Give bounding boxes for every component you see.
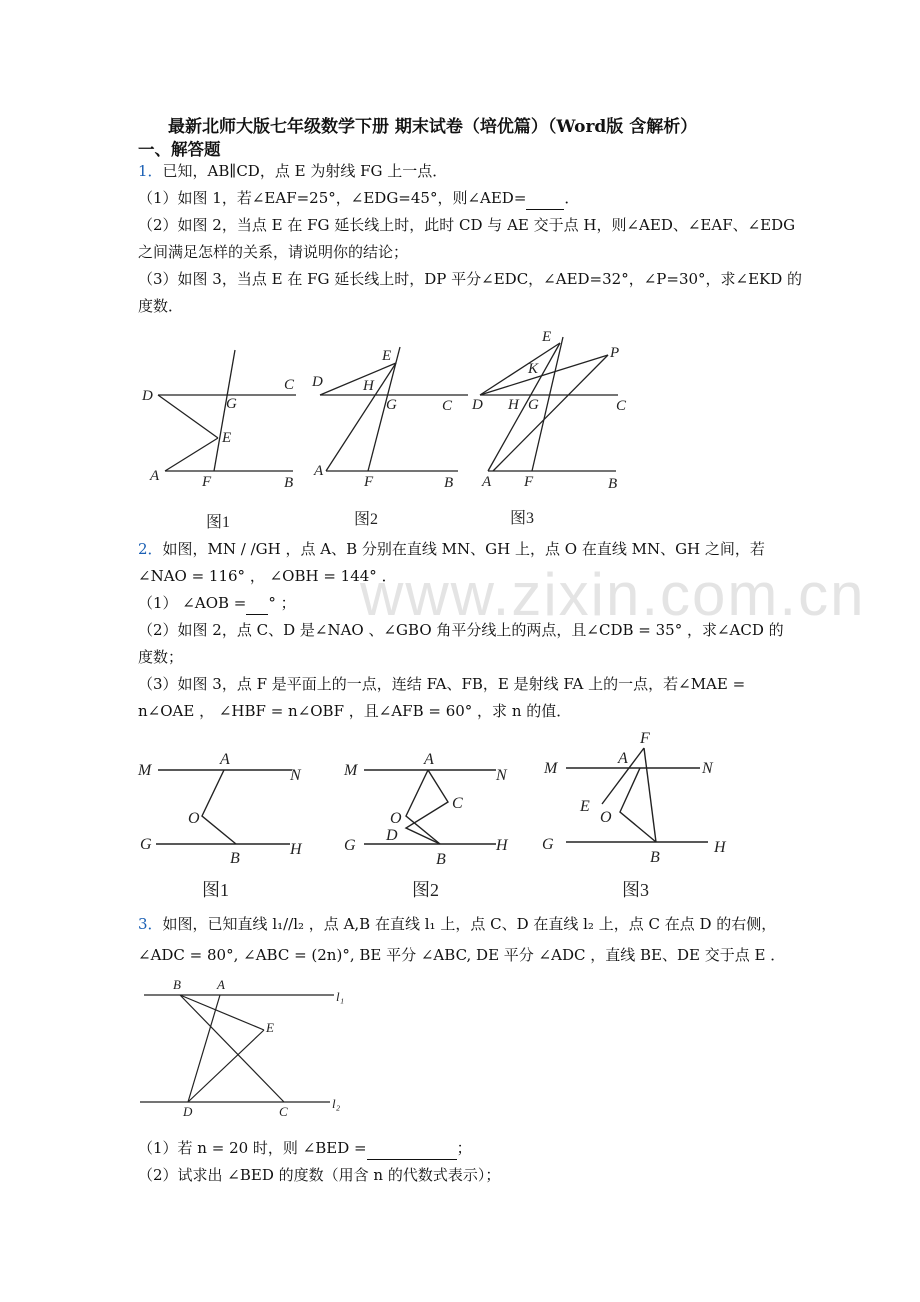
watermark: www.zixin.com.cn: [360, 561, 866, 628]
q3-line-1: 3．如图，已知直线 l₁//l₂ ，点 A,B 在直线 l₁ 上，点 C、D 在直线 l₂ 上，点 C 在点 D 的右侧，: [138, 915, 777, 933]
q3-figure: [138, 972, 368, 1122]
q3-label-l1: l₁: [336, 989, 345, 1004]
q2-fig3-label-G: G: [542, 836, 554, 853]
q1-figures: [138, 325, 638, 535]
q1-fig1-label-G: G: [226, 396, 237, 412]
q1-fig3-label-K: K: [528, 361, 539, 377]
q1-fig3-label-H: H: [508, 397, 519, 413]
q2-line-2: ∠NAO = 116° ， ∠OBH = 144° ．: [138, 567, 397, 585]
q1-fig3-label-G: G: [528, 397, 539, 413]
q1-fig2-label-G: G: [386, 397, 397, 413]
q2-fig3-label-O: O: [600, 809, 612, 826]
q3-line-4: （2）试求出 ∠BED 的度数（用含 n 的代数式表示）；: [138, 1166, 501, 1184]
q2-fig3-label-B: B: [650, 849, 660, 866]
q2-fig1-label-M: M: [138, 762, 152, 779]
q2-fig1-caption: 图1: [202, 880, 229, 900]
q1-line-1: 1．已知，AB∥CD，点 E 为射线 FG 上一点．: [138, 162, 448, 180]
q1-fig2-label-H: H: [363, 378, 374, 394]
q1-fig1-label-B: B: [284, 475, 294, 491]
q2-fig2-label-B: B: [436, 851, 446, 868]
q1-fig3-label-C: C: [616, 398, 627, 414]
q2-fig1-label-O: O: [188, 810, 200, 827]
q1-fig1-label-D: D: [142, 388, 153, 404]
q1-fig1-caption: 图1: [206, 514, 231, 531]
q3-answer-blank: [367, 1137, 457, 1160]
q1-fig1-label-F: F: [202, 474, 212, 490]
q1-number: 1．: [138, 162, 163, 180]
q1-fig3-label-E: E: [542, 329, 552, 345]
q2-fig3-label-F: F: [640, 730, 650, 747]
q3-label-D: D: [183, 1104, 193, 1119]
q3-label-l2: l₂: [332, 1096, 341, 1111]
q2-fig2-label-A: A: [424, 751, 434, 768]
q2-line-4: （2）如图 2，点 C、D 是∠NAO 、∠GBO 角平分线上的两点，且∠CDB = 35° ，求∠ACD 的: [138, 621, 784, 639]
q2-line-3: （1） ∠AOB = ° ；: [138, 592, 296, 615]
q1-fig2-label-C: C: [442, 398, 453, 414]
q2-fig3-label-M: M: [544, 760, 558, 777]
q1-fig2-label-A: A: [314, 463, 324, 479]
q1-fig1-label-A: A: [150, 468, 160, 484]
q2-figures: [132, 722, 752, 902]
q2-line-5: 度数；: [138, 648, 184, 666]
q2-fig1-label-H: H: [290, 841, 302, 858]
q2-fig2-label-D: D: [386, 827, 398, 844]
q1-line-4: 之间满足怎样的关系，请说明你的结论；: [138, 243, 409, 261]
q1-fig3-label-F: F: [524, 474, 534, 490]
q1-fig2-label-E: E: [382, 348, 392, 364]
q1-fig3-caption: 图3: [510, 510, 535, 527]
q1-fig3-label-P: P: [610, 345, 620, 361]
q2-fig3-label-A: A: [618, 750, 628, 767]
q2-answer-blank: [246, 592, 268, 615]
q2-fig2-label-G: G: [344, 837, 356, 854]
q1-answer-blank: [526, 187, 564, 210]
q2-fig3-label-H: H: [714, 839, 726, 856]
section-heading: 一、解答题: [138, 140, 221, 159]
q1-fig3-label-B: B: [608, 476, 618, 492]
q3-label-A: A: [217, 977, 225, 992]
q3-line-2: ∠ADC = 80°, ∠ABC = (2n)°, BE 平分 ∠ABC, DE 平分 ∠ADC ，直线 BE、DE 交于点 E ．: [138, 946, 786, 964]
q1-line-6: 度数．: [138, 297, 184, 315]
q1-fig3-label-A: A: [482, 474, 492, 490]
q1-fig2-label-F: F: [364, 474, 374, 490]
q1-fig2-label-B: B: [444, 475, 454, 491]
q1-line-5: （3）如图 3，当点 E 在 FG 延长线上时，DP 平分∠EDC，∠AED=32°，∠P=30°，求∠EKD 的: [138, 270, 803, 288]
q3-label-E: E: [266, 1020, 274, 1035]
q1-fig2-caption: 图2: [354, 511, 379, 528]
q2-fig2-caption: 图2: [412, 880, 439, 900]
q2-line-1: 2．如图，MN / /GH ，点 A、B 分别在直线 MN、GH 上，点 O 在直线 MN、GH 之间，若: [138, 540, 765, 558]
q1-fig3-label-D: D: [472, 397, 483, 413]
q1-fig1-label-E: E: [222, 430, 232, 446]
q2-fig2-label-H: H: [496, 837, 508, 854]
q2-fig1-label-G: G: [140, 836, 152, 853]
document-title: 最新北师大版七年级数学下册 期末试卷（培优篇）（Word版 含解析）: [168, 117, 698, 137]
q1-fig2-label-D: D: [312, 374, 323, 390]
q2-fig1-label-N: N: [290, 767, 301, 784]
q2-fig2-label-M: M: [344, 762, 358, 779]
q3-label-B: B: [173, 977, 181, 992]
q2-fig3-caption: 图3: [622, 880, 649, 900]
q3-number: 3．: [138, 915, 163, 933]
q2-fig3-label-N: N: [702, 760, 713, 777]
q2-fig2-label-C: C: [452, 795, 463, 812]
q3-label-C: C: [279, 1104, 288, 1119]
q2-number: 2．: [138, 540, 163, 558]
q1-line-3: （2）如图 2，当点 E 在 FG 延长线上时，此时 CD 与 AE 交于点 H，则∠AED、∠EAF、∠EDG: [138, 216, 796, 234]
q2-line-7: n∠OAE ， ∠HBF = n∠OBF ，且∠AFB = 60° ，求 n 的值．: [138, 702, 572, 720]
q2-fig3-label-E: E: [580, 798, 590, 815]
q1-line-2: （1）如图 1，若∠EAF=25°，∠EDG=45°，则∠AED= ．: [138, 187, 579, 210]
q2-line-6: （3）如图 3，点 F 是平面上的一点，连结 FA、FB，E 是射线 FA 上的一点，若∠MAE =: [138, 675, 746, 693]
q2-fig2-label-O: O: [390, 810, 402, 827]
q2-fig2-label-N: N: [496, 767, 507, 784]
q1-fig1-label-C: C: [284, 377, 295, 393]
q3-line-3: （1）若 n = 20 时，则 ∠BED = ；: [138, 1137, 472, 1160]
q2-fig1-label-B: B: [230, 850, 240, 867]
q2-fig1-label-A: A: [220, 751, 230, 768]
